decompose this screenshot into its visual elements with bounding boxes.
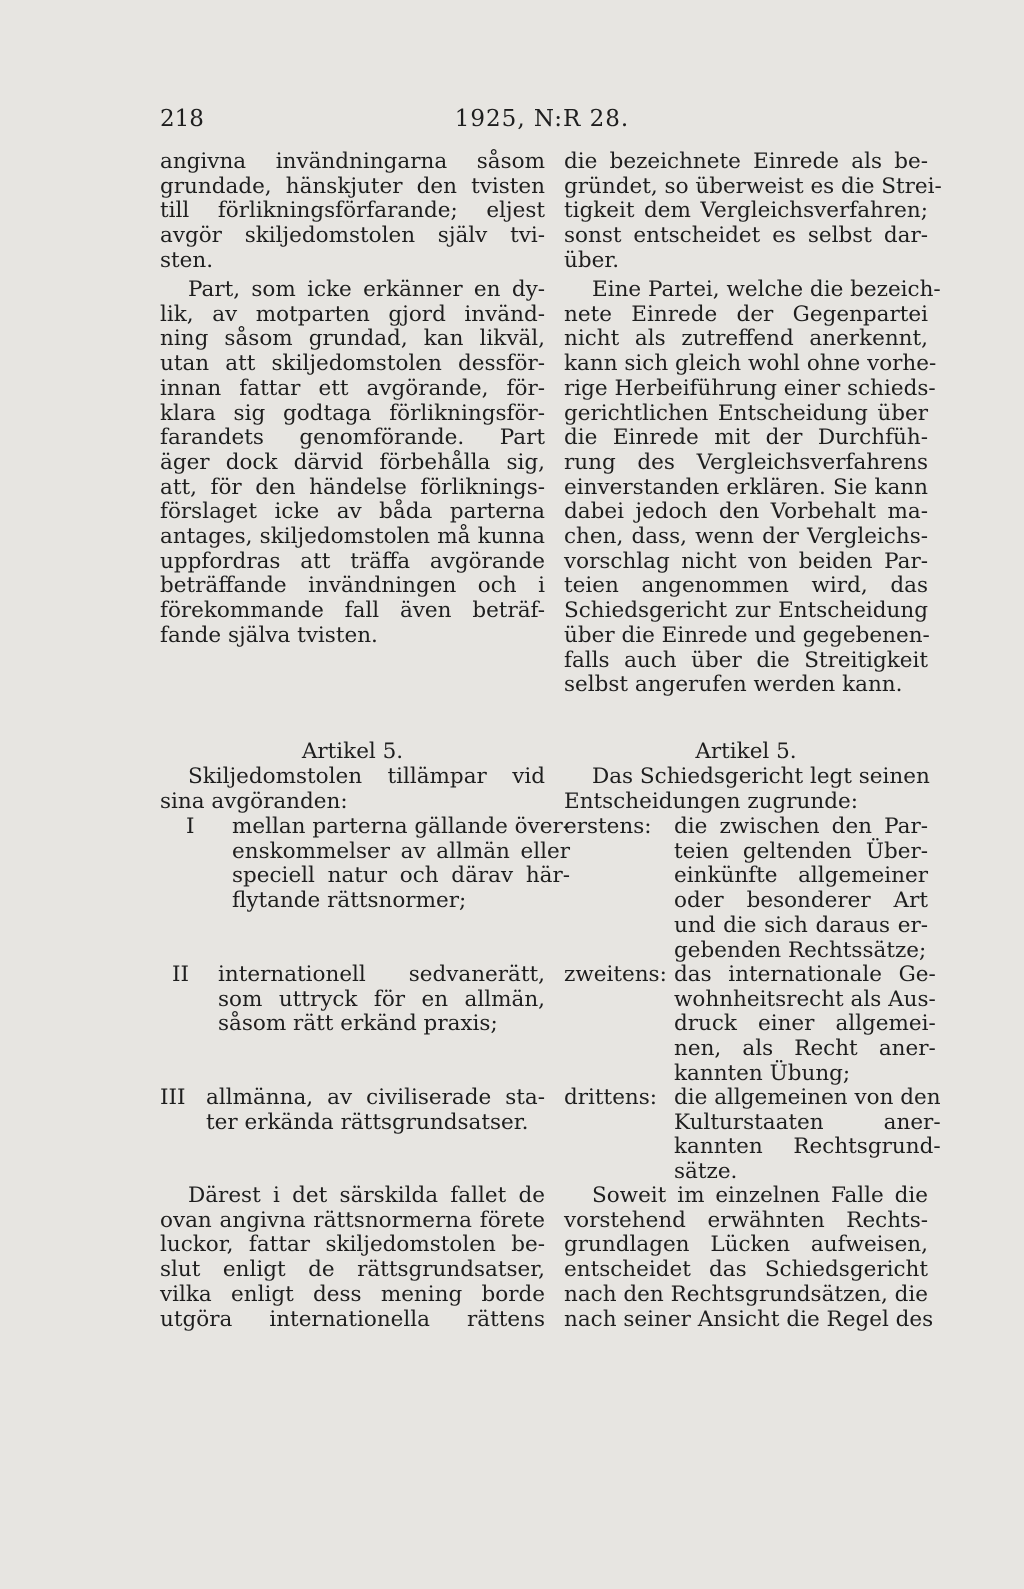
text-line: enskommelser av allmän eller: [232, 838, 571, 864]
text-line: nach den Rechtsgrundsätzen, die: [564, 1281, 928, 1307]
text-line: grundade, hänskjuter den tvisten: [160, 173, 545, 199]
text-line: Soweit im einzelnen Falle die: [592, 1183, 928, 1208]
text-line: innan fattar ett avgörande, för-: [160, 375, 545, 401]
text-line: nen, als Recht aner-: [674, 1036, 936, 1062]
text-line: gründet, so überweist es die Strei-: [564, 173, 942, 199]
text-line: såsom rätt erkänd praxis;: [218, 1011, 498, 1037]
list-item-text: [206, 1086, 545, 1135]
text-line: mellan parterna gällande över-: [232, 814, 571, 839]
text-line: förekommande fall även beträf-: [160, 598, 545, 624]
text-line: chen, dass, wenn der Vergleichs-: [564, 524, 928, 550]
text-line: sätze.: [674, 1159, 738, 1185]
text-line: speciell natur och därav här-: [232, 863, 571, 889]
list-item-text: [674, 815, 928, 963]
text-line: wohnheitsrecht als Aus-: [674, 986, 936, 1012]
text-line: sten.: [160, 247, 214, 273]
list-marker: III: [160, 1085, 186, 1110]
text-line: uppfordras att träffa avgörande: [160, 548, 545, 574]
text-line: Entscheidungen zugrunde:: [564, 788, 858, 814]
text-line: druck einer allgemei-: [674, 1011, 936, 1037]
right-list-item-1: [564, 815, 928, 963]
text-line: ter erkända rättsgrundsatser.: [206, 1109, 529, 1135]
text-line: kannten Übung;: [674, 1060, 851, 1086]
text-line: und die sich daraus er-: [674, 912, 928, 938]
text-line: Skiljedomstolen tillämpar vid: [188, 764, 545, 789]
list-marker: II: [172, 962, 189, 987]
text-line: lik, av motparten gjord invänd-: [160, 301, 545, 327]
text-line: vilka enligt dess mening borde: [160, 1281, 545, 1307]
text-line: Därest i det särskilda fallet de: [188, 1183, 545, 1208]
text-line: falls auch über die Streitigkeit: [564, 647, 928, 673]
text-line: grundlagen Lücken aufweisen,: [564, 1232, 928, 1258]
text-line: vorschlag nicht von beiden Par-: [564, 548, 928, 574]
text-line: sonst entscheidet es selbst dar-: [564, 223, 928, 249]
text-line: nicht als zutreffend anerkennt,: [564, 326, 928, 352]
list-item-text: [674, 963, 936, 1087]
list-marker: erstens:: [564, 814, 652, 839]
text-line: sina avgöranden:: [160, 788, 348, 814]
text-line: klara sig godtaga förlikningsför-: [160, 400, 545, 426]
text-line: einkünfte allgemeiner: [674, 863, 928, 889]
text-line: Schiedsgericht zur Entscheidung: [564, 598, 928, 624]
text-line: tigkeit dem Vergleichsverfahren;: [564, 198, 928, 224]
left-article-intro: [160, 765, 545, 814]
text-line: som uttryck för en allmän,: [218, 986, 545, 1012]
text-line: utan att skiljedomstolen dessför-: [160, 351, 545, 377]
right-paragraph-1: [564, 149, 942, 274]
text-line: teien geltenden Über-: [674, 838, 928, 864]
text-line: internationell sedvanerätt,: [218, 962, 545, 987]
text-line: luckor, fattar skiljedomstolen be-: [160, 1232, 545, 1258]
text-line: oder besonderer Art: [674, 888, 928, 914]
left-final-paragraph: [160, 1184, 545, 1332]
text-line: Eine Partei, welche die bezeich-: [592, 277, 941, 302]
list-item-text: [232, 815, 570, 914]
text-line: die bezeichnete Einrede als be-: [564, 149, 928, 174]
text-line: die zwischen den Par-: [674, 814, 928, 839]
list-marker: drittens:: [564, 1085, 658, 1110]
list-item-text: [218, 963, 545, 1037]
text-line: äger dock därvid förbehålla sig,: [160, 449, 545, 475]
right-final-paragraph: [564, 1183, 934, 1332]
text-line: att, för den händelse förliknings-: [160, 474, 545, 500]
text-line: kannten Rechtsgrund-: [674, 1134, 941, 1160]
text-line: das internationale Ge-: [674, 962, 936, 987]
right-list-item-2: [564, 962, 936, 1087]
text-line: die Einrede mit der Durchfüh-: [564, 425, 928, 451]
right-article-title: [564, 740, 928, 765]
left-list-item-II: [160, 963, 545, 1037]
text-line: förslaget icke av båda parterna: [160, 499, 545, 525]
right-article-intro: [564, 765, 928, 814]
left-list-item-III: [160, 1086, 545, 1135]
text-line: farandets genomförande. Part: [160, 425, 545, 451]
text-line: slut enligt de rättsgrundsatser,: [160, 1257, 545, 1283]
text-line: selbst angerufen werden kann.: [564, 672, 903, 698]
text-line: rung des Vergleichsverfahrens: [564, 449, 928, 475]
text-line: till förlikningsförfarande; eljest: [160, 198, 545, 224]
text-line: kann sich gleich wohl ohne vorhe-: [564, 351, 937, 377]
list-marker: I: [186, 814, 195, 839]
left-paragraph-1: [160, 150, 545, 274]
list-item-text: [674, 1086, 941, 1185]
text-line: angivna invändningarna såsom: [160, 149, 545, 174]
text-line: allmänna, av civiliserade sta-: [206, 1085, 545, 1110]
text-line: gebenden Rechtssätze;: [674, 937, 927, 963]
left-paragraph-2: [160, 278, 545, 649]
text-line: vorstehend erwähnten Rechts-: [564, 1207, 928, 1233]
right-list-item-3: [564, 1085, 941, 1185]
text-line: utgöra internationella rättens: [160, 1306, 545, 1332]
text-line: einverstanden erklären. Sie kann: [564, 474, 928, 500]
text-line: entscheidet das Schiedsgericht: [564, 1257, 928, 1283]
text-line: dabei jedoch den Vorbehalt ma-: [564, 499, 928, 525]
right-paragraph-2: [564, 277, 941, 698]
text-line: rige Herbeiführung einer schieds-: [564, 375, 936, 401]
text-line: fande själva tvisten.: [160, 622, 378, 648]
text-line: über die Einrede und gegebenen-: [564, 622, 930, 648]
left-list-item-I: [160, 814, 571, 914]
text-line: avgör skiljedomstolen själv tvi-: [160, 223, 545, 249]
text-line: ovan angivna rättsnormerna förete: [160, 1207, 545, 1233]
left-article-title: [160, 740, 545, 765]
text-line: ning såsom grundad, kan likväl,: [160, 326, 545, 352]
page-header: [160, 106, 924, 136]
text-line: über.: [564, 247, 620, 273]
text-line: flytande rättsnormer;: [232, 888, 467, 914]
text-line: nach seiner Ansicht die Regel des: [564, 1306, 934, 1332]
article-heading: Artikel 5.: [695, 739, 797, 764]
page-header-title: 1925, N:R 28.: [454, 106, 630, 132]
page-number: 218: [160, 106, 204, 132]
text-line: Kulturstaaten aner-: [674, 1109, 941, 1135]
list-marker: zweitens:: [564, 962, 667, 987]
text-line: gerichtlichen Entscheidung über: [564, 400, 928, 426]
text-line: die allgemeinen von den: [674, 1085, 941, 1110]
text-line: teien angenommen wird, das: [564, 573, 928, 599]
text-line: beträffande invändningen och i: [160, 573, 545, 599]
article-heading: Artikel 5.: [301, 739, 404, 764]
text-line: Das Schiedsgericht legt seinen: [592, 764, 930, 789]
text-line: antages, skiljedomstolen må kunna: [160, 524, 545, 550]
text-line: Part, som icke erkänner en dy-: [188, 277, 545, 302]
text-line: nete Einrede der Gegenpartei: [564, 301, 928, 327]
